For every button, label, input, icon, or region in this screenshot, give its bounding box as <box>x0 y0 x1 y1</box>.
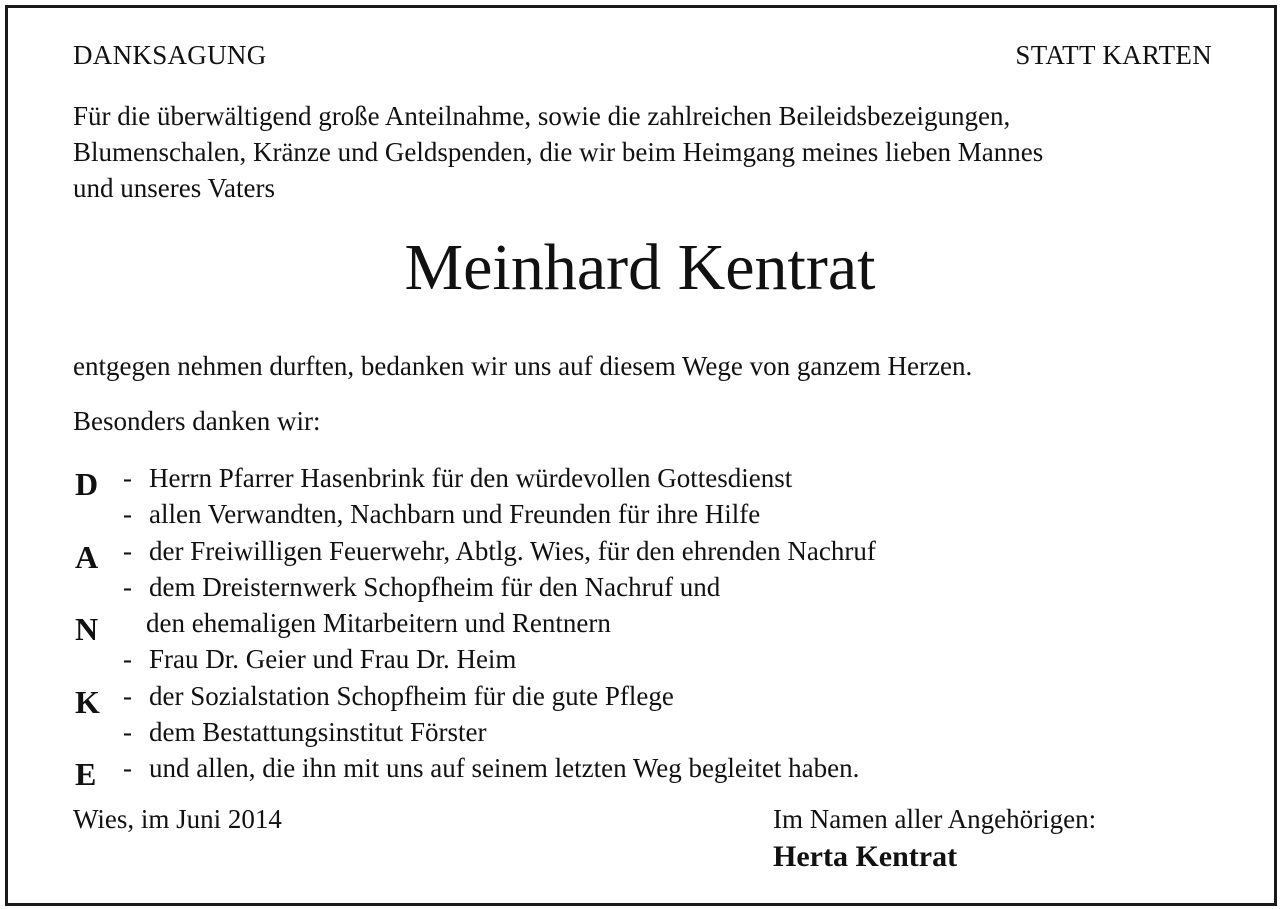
list-dash: - <box>123 499 132 530</box>
intro-line-3: und unseres Vaters <box>73 173 275 203</box>
closing-sentence: entgegen nehmen durften, bedanken wir uns auf diesem Wege von ganzem Herzen. <box>73 351 973 381</box>
intro-paragraph <box>73 98 1043 206</box>
list-item-text: dem Dreisternwerk Schopfheim für den Nachruf und <box>149 571 721 602</box>
list-dash: - <box>123 571 132 602</box>
on-behalf-line: Im Namen aller Angehörigen: <box>773 804 1097 834</box>
list-dash: - <box>123 680 132 711</box>
list-dash: - <box>123 717 132 748</box>
list-item-text: der Sozialstation Schopfheim für die gute Pflege <box>149 680 674 711</box>
list-dash: - <box>123 644 132 675</box>
acrostic-letter: A <box>75 538 99 575</box>
place-and-date: Wies, im Juni 2014 <box>73 804 282 834</box>
list-item-text: allen Verwandten, Nachbarn und Freunden für ihre Hilfe <box>149 499 761 530</box>
intro-line-1: Für die überwältigend große Anteilnahme, sowie die zahlreichen Beileidsbezeigungen, <box>73 101 1011 131</box>
acrostic-letter: N <box>75 611 99 648</box>
header-statt-karten: STATT KARTEN <box>1015 40 1212 70</box>
list-item-text: Herrn Pfarrer Hasenbrink für den würdevollen Gottesdienst <box>149 463 793 493</box>
list-item-text: der Freiwilligen Feuerwehr, Abtlg. Wies, für den ehrenden Nachruf <box>149 535 876 566</box>
acrostic-letter: K <box>75 683 100 720</box>
list-item-text: und allen, die ihn mit uns auf seinem letzten Weg begleitet haben. <box>149 753 860 784</box>
header-danksagung: DANKSAGUNG <box>73 40 267 70</box>
acrostic-letter: D <box>75 466 99 502</box>
list-item-text: Frau Dr. Geier und Frau Dr. Heim <box>149 644 517 675</box>
special-thanks-intro: Besonders danken wir: <box>73 406 321 436</box>
list-dash: - <box>123 753 132 784</box>
deceased-name: Meinhard Kentrat <box>404 231 876 304</box>
intro-line-2: Blumenschalen, Kränze und Geldspenden, die wir beim Heimgang meines lieben Mannes <box>73 137 1044 167</box>
list-dash: - <box>123 463 132 493</box>
acrostic-letter: E <box>75 756 97 793</box>
signatory-name: Herta Kentrat <box>773 840 958 873</box>
list-dash: - <box>123 535 132 566</box>
list-item-text: dem Bestattungsinstitut Förster <box>149 717 487 748</box>
list-item-text: den ehemaligen Mitarbeitern und Rentnern <box>146 608 611 639</box>
